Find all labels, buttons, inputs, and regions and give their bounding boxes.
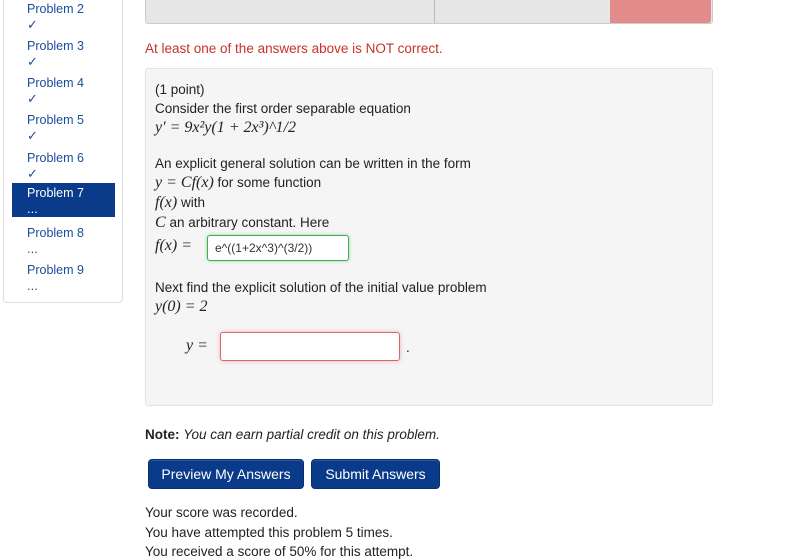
checkmark-icon: ✓ [27,166,38,181]
sidebar-item-label: Problem 9 [27,263,84,277]
warning-message: At least one of the answers above is NOT correct. [145,41,443,56]
problem-nav-sidebar [3,0,123,303]
sidebar-item-label: Problem 5 [27,113,84,127]
sidebar-item-label: Problem 4 [27,76,84,90]
sidebar-item-problem-9[interactable] [12,260,115,294]
results-table-row [145,0,713,24]
problem-text [155,214,329,232]
sidebar-item-problem-2[interactable] [12,0,115,33]
sidebar-item-problem-6[interactable] [12,148,115,182]
table-divider [434,0,435,23]
checkmark-icon: ✓ [27,54,38,69]
submit-answers-button[interactable]: Submit Answers [311,459,440,489]
initial-condition: y(0) = 2 [155,298,208,315]
preview-answers-button[interactable]: Preview My Answers [148,459,304,489]
fx-math: f(x) [155,194,178,211]
partial-credit-note [145,427,440,442]
y-label: y = [186,337,208,354]
note-text: You can earn partial credit on this problem. [183,427,440,442]
equation: y′ = 9x²y(1 + 2x³)^1/2 [155,119,296,136]
attempts-message: You have attempted this problem 5 times. [145,525,393,540]
c-tail: an arbitrary constant. Here [169,215,330,230]
problem-text [155,174,321,192]
c-math: C [155,214,166,231]
problem-body [145,68,713,406]
period: . [406,340,410,355]
answer-input-fx[interactable]: e^((1+2x^3)^(3/2)) [207,235,349,261]
checkmark-icon: ✓ [27,128,38,143]
ellipsis-icon: ... [27,241,38,256]
checkmark-icon: ✓ [27,17,38,32]
sidebar-item-label: Problem 6 [27,151,84,165]
score-message: Your score was recorded. [145,505,298,520]
form-math: y = Cf(x) [155,174,214,191]
problem-intro: Consider the first order separable equation [155,101,411,116]
ellipsis-icon: ... [27,278,38,293]
problem-text: An explicit general solution can be written in the form [155,156,471,171]
note-label: Note: [145,427,180,442]
sidebar-item-problem-4[interactable] [12,73,115,107]
sidebar-item-label: Problem 7 [27,186,84,200]
problem-points: (1 point) [155,82,205,97]
with-text: with [180,195,205,210]
answer-input-y[interactable] [220,332,400,361]
form-tail: for some function [217,175,322,190]
incorrect-result-cell [610,0,711,23]
sidebar-item-problem-7[interactable] [12,183,115,217]
sidebar-item-label: Problem 8 [27,226,84,240]
sidebar-item-problem-3[interactable] [12,36,115,70]
sidebar-item-problem-5[interactable] [12,110,115,144]
problem-text [155,194,205,212]
ellipsis-icon: ... [27,201,38,216]
checkmark-icon: ✓ [27,91,38,106]
sidebar-item-label: Problem 3 [27,39,84,53]
score-percent-message: You received a score of 50% for this attempt. [145,544,414,559]
fx-label: f(x) = [155,237,192,254]
sidebar-item-problem-8[interactable] [12,223,115,257]
sidebar-item-label: Problem 2 [27,2,84,16]
problem-text: Next find the explicit solution of the initial value problem [155,280,487,295]
